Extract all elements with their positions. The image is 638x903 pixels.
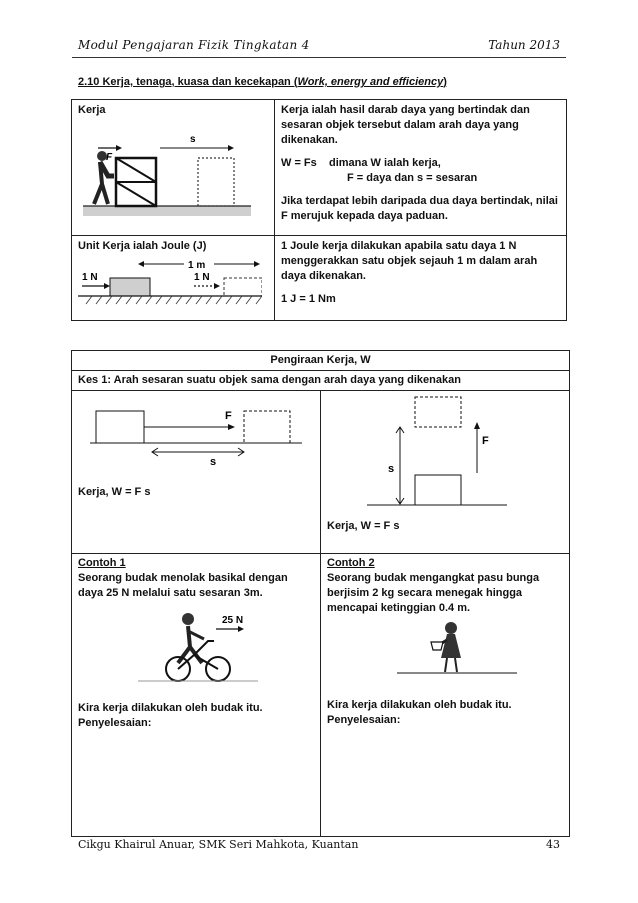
crate-final-position: [198, 158, 234, 206]
page-number: 43: [546, 838, 560, 851]
block-end: [244, 411, 290, 443]
kerja-definition-cell: [275, 100, 567, 236]
flowerpot-figure: [327, 616, 563, 680]
force-label-end: 1 N: [194, 272, 210, 283]
displacement-arrowhead: [228, 145, 234, 151]
displacement-label: s: [210, 456, 217, 468]
joule-unit-label: Unit Kerja ialah Joule (J): [78, 240, 207, 252]
force-label-start: 1 N: [82, 272, 98, 283]
distance-arrowhead: [138, 261, 144, 267]
table-row: [72, 371, 570, 391]
force-label: F: [225, 410, 232, 422]
child-leg: [455, 658, 457, 672]
horizontal-work-formula: Kerja, W = F s: [78, 486, 151, 498]
calc-heading: Pengiraan Kerja, W: [72, 351, 570, 371]
block-start: [415, 475, 461, 505]
block-start: [96, 411, 144, 443]
header-module-title: Modul Pengajaran Fizik Tingkatan 4: [78, 38, 310, 52]
example2-title: Contoh 2: [327, 557, 375, 569]
example1-cell: [72, 554, 321, 837]
table-row: [72, 236, 567, 321]
force-arrowhead: [214, 283, 220, 289]
joule-equation: 1 J = 1 Nm: [281, 293, 336, 305]
child-head: [445, 622, 457, 634]
horizontal-case-cell: [72, 391, 321, 554]
force-arrowhead: [474, 422, 480, 429]
vertical-work-formula: Kerja, W = F s: [327, 520, 400, 532]
table-row: [72, 351, 570, 371]
child-head: [182, 613, 194, 625]
joule-definition: 1 Joule kerja dilakukan apabila satu daya 1 N menggerakkan satu objek sejauh 1 m dalam arah daya dikenakan.: [281, 240, 538, 282]
block-end: [415, 397, 461, 427]
joule-unit-cell: [72, 236, 275, 321]
example1-question: Kira kerja dilakukan oleh budak itu.: [78, 702, 263, 714]
work-definition-table: [71, 99, 567, 321]
work-calculation-table: [71, 350, 570, 837]
example2-cell: [321, 554, 570, 837]
header-divider: [72, 57, 566, 58]
displacement-label: s: [388, 463, 395, 475]
footer-author: Cikgu Khairul Anuar, SMK Seri Mahkota, Kuantan: [78, 838, 359, 851]
section-title: 2.10 Kerja, tenaga, kuasa dan kecekapan (Work, energy and efficiency): [78, 76, 447, 88]
block-end: [224, 278, 262, 296]
work-formula: W = Fs dimana W ialah kerja,: [281, 157, 441, 169]
example2-text: Seorang budak mengangkat pasu bunga berjisim 2 kg secara menegak hingga mencapai ketinggian 0.4 m.: [327, 572, 540, 614]
push-box-figure: [78, 118, 258, 223]
joule-figure: [78, 254, 262, 314]
force-label: F: [482, 435, 489, 447]
kerja-cell: [72, 100, 275, 236]
force-arrowhead: [228, 424, 235, 430]
case1-heading: Kes 1: Arah sesaran suatu objek sama dengan arah daya yang dikenakan: [72, 371, 570, 391]
flowerpot: [431, 642, 443, 650]
table-row: [72, 100, 567, 236]
distance-arrowhead: [254, 261, 260, 267]
child-leg: [445, 658, 447, 672]
vertical-case-cell: [321, 391, 570, 554]
force-label: F: [106, 152, 113, 163]
force-arrowhead: [104, 283, 110, 289]
table-row: [72, 554, 570, 837]
example2-question: Kira kerja dilakukan oleh budak itu.: [327, 699, 512, 711]
child-dress: [441, 634, 461, 658]
header-year: Tahun 2013: [488, 38, 560, 52]
table-row: [72, 391, 570, 554]
kerja-definition: Kerja ialah hasil darab daya yang bertindak dan sesaran objek tersebut dalam arah daya yang dikenakan.: [281, 104, 530, 146]
bicycle-figure: [78, 601, 314, 687]
block-start: [110, 278, 150, 296]
example1-text: Seorang budak menolak basikal dengan daya 25 N melalui satu sesaran 3m.: [78, 572, 288, 599]
displacement-label: s: [190, 134, 196, 145]
distance-label: 1 m: [188, 260, 206, 271]
horizontal-work-figure: [78, 393, 314, 475]
force-arrowhead: [238, 626, 244, 632]
ground: [83, 206, 251, 216]
force-label: 25 N: [222, 615, 244, 626]
example2-solution-label: Penyelesaian:: [327, 714, 401, 726]
joule-definition-cell: [275, 236, 567, 321]
example1-title: Contoh 1: [78, 557, 126, 569]
ground-hatch: [86, 296, 262, 304]
force-arrowhead: [116, 145, 122, 151]
example1-solution-label: Penyelesaian:: [78, 717, 152, 729]
work-formula-terms: F = daya dan s = sesaran: [347, 172, 478, 184]
kerja-label: Kerja: [78, 104, 106, 116]
vertical-work-figure: [327, 393, 563, 511]
resultant-force-note: Jika terdapat lebih daripada dua daya bertindak, nilai F merujuk kepada daya paduan.: [281, 195, 558, 222]
